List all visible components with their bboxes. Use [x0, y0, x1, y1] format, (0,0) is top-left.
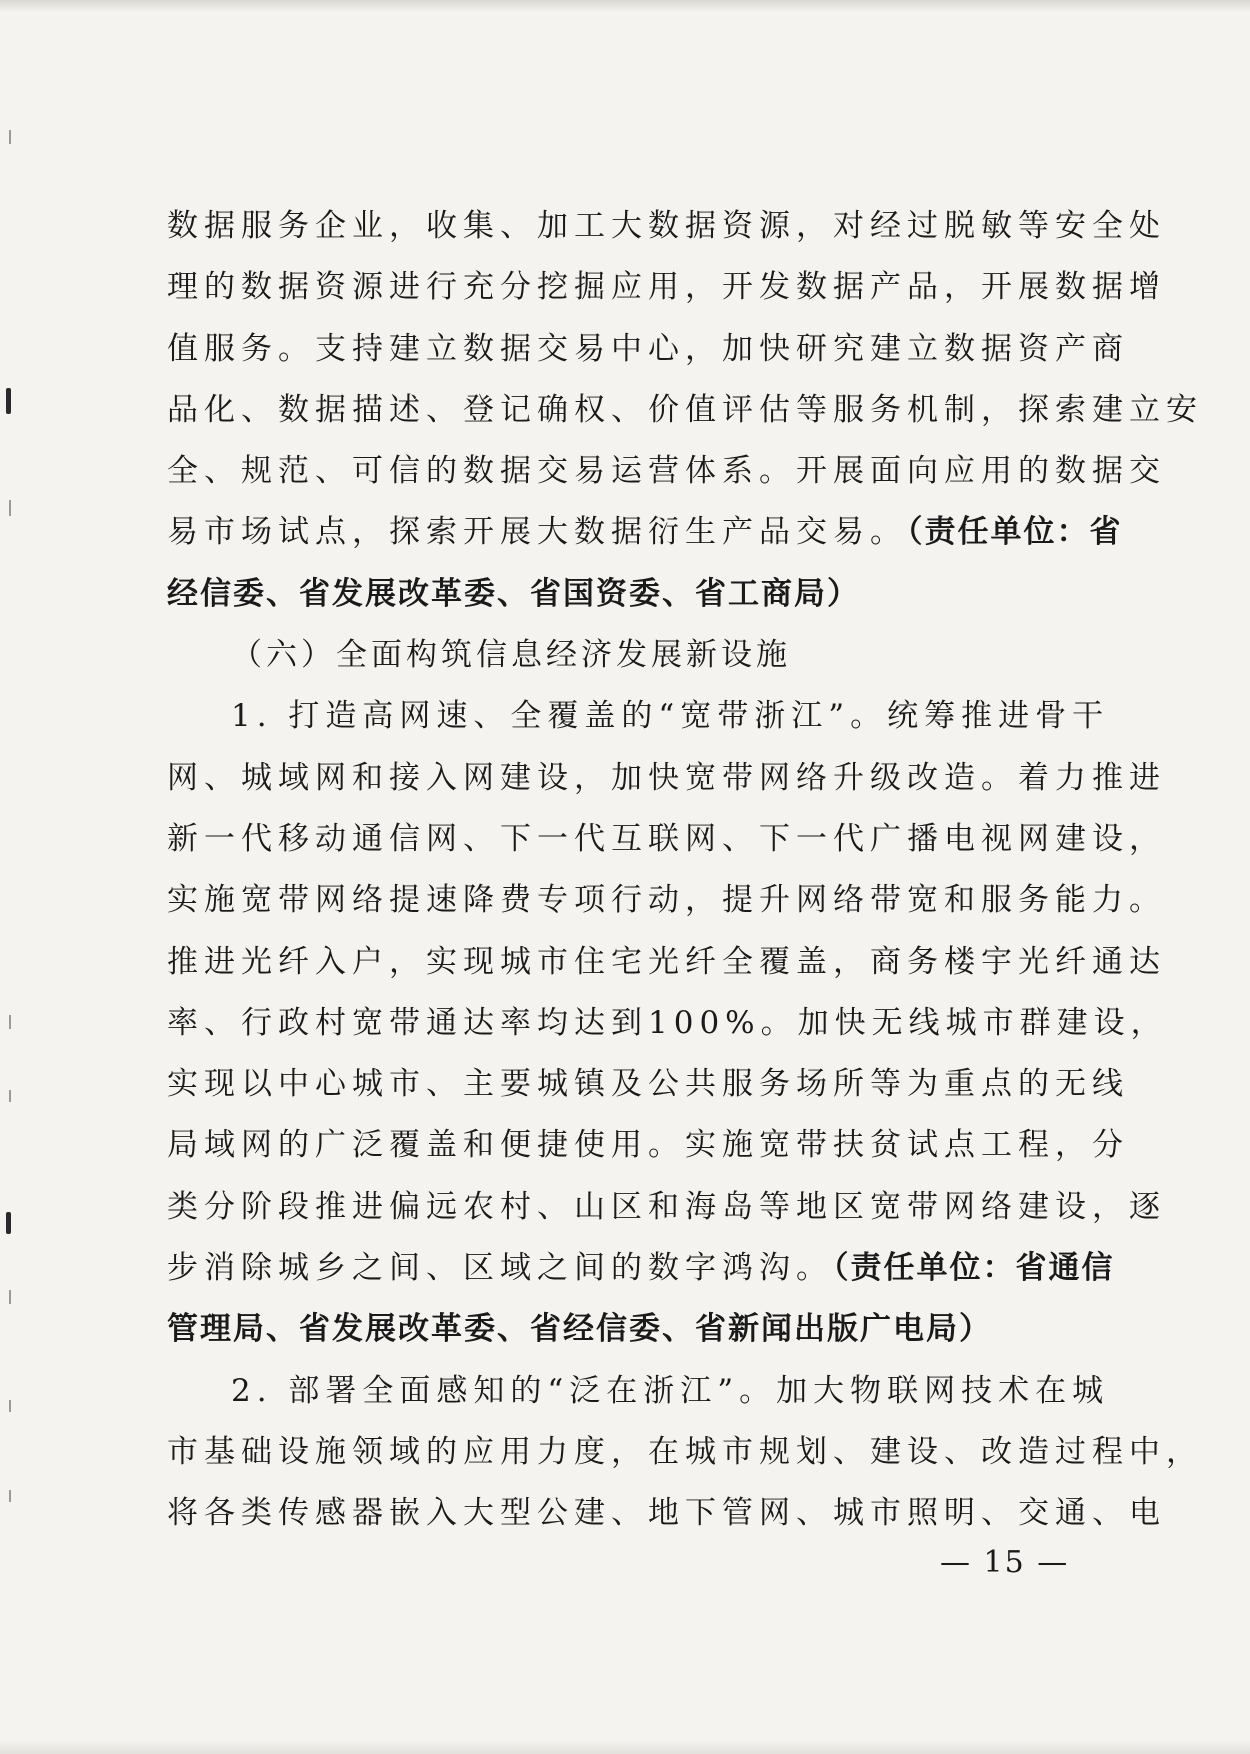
- body-text: 品化、数据描述、登记确权、价值评估等服务机制，探索建立安: [167, 391, 1203, 428]
- binding-mark: [9, 1015, 11, 1029]
- body-text: 局域网的广泛覆盖和便捷使用。实施宽带扶贫试点工程，分: [167, 1127, 1129, 1164]
- text-line: [167, 1483, 1166, 1544]
- body-text: 市基础设施领域的应用力度，在城市规划、建设、改造过程中，: [167, 1433, 1203, 1470]
- text-line: [167, 196, 1166, 257]
- text-line: [167, 932, 1166, 993]
- text-line: [167, 1054, 1129, 1115]
- binding-mark: [9, 1090, 11, 1102]
- text-line: [167, 502, 1123, 563]
- scan-bottom-edge: [0, 1740, 1250, 1754]
- body-text: 数据服务企业，收集、加工大数据资源，对经过脱敏等安全处: [167, 208, 1166, 244]
- text-line: [167, 257, 1166, 318]
- text-line: [167, 870, 1166, 931]
- text-line: [167, 441, 1166, 502]
- binding-mark: [6, 1212, 11, 1234]
- binding-mark: [9, 1400, 11, 1412]
- text-line: [167, 564, 1082, 625]
- text-line: [167, 1361, 1110, 1422]
- responsible-units-text: （责任单位：省: [907, 514, 1123, 551]
- body-text: 1. 打造高网速、全覆盖的“宽带浙江”。统筹推进骨干: [231, 698, 1110, 735]
- text-line: [167, 993, 1168, 1054]
- binding-mark: [9, 1490, 11, 1502]
- body-text: 率、行政村宽带通达率均达到100%。加快无线城市群建设，: [167, 1004, 1168, 1041]
- body-text: 推进光纤入户，实现城市住宅光纤全覆盖，商务楼宇光纤通达: [167, 943, 1166, 980]
- body-text: 2. 部署全面感知的“泛在浙江”。加大物联网技术在城: [231, 1372, 1110, 1409]
- body-text: 易市场试点，探索开展大数据衍生产品交易。: [167, 514, 907, 551]
- page-body: [167, 196, 1203, 1545]
- scan-top-edge: [0, 0, 1250, 12]
- text-line: [167, 809, 1166, 870]
- body-text: 类分阶段推进偏远农村、山区和海岛等地区宽带网络建设，逐: [167, 1188, 1166, 1225]
- body-text: 全、规范、可信的数据交易运营体系。开展面向应用的数据交: [167, 453, 1166, 490]
- body-text: 新一代移动通信网、下一代互联网、下一代广播电视网建设，: [167, 820, 1166, 857]
- body-text: 网、城域网和接入网建设，加快宽带网络升级改造。着力推进: [167, 759, 1166, 796]
- binding-mark: [6, 388, 11, 414]
- binding-mark: [9, 130, 11, 144]
- text-line: [167, 1422, 1203, 1483]
- body-text: 步消除城乡之间、区域之间的数字鸿沟。: [167, 1250, 833, 1287]
- text-line: [167, 319, 1129, 380]
- body-text: 实施宽带网络提速降费专项行动，提升网络带宽和服务能力。: [167, 882, 1166, 919]
- body-text: （六）全面构筑信息经济发展新设施: [231, 637, 791, 674]
- page-number: — 15 —: [940, 1545, 1070, 1580]
- text-line: [167, 380, 1203, 441]
- body-text: 实现以中心城市、主要城镇及公共服务场所等为重点的无线: [167, 1066, 1129, 1103]
- responsible-units-text: （责任单位：省通信: [833, 1250, 1115, 1287]
- text-line: [167, 1177, 1166, 1238]
- section-heading: [167, 625, 1082, 686]
- binding-mark: [9, 500, 11, 516]
- body-text: 理的数据资源进行充分挖掘应用，开发数据产品，开展数据增: [167, 269, 1166, 306]
- text-line: [167, 686, 1110, 747]
- binding-mark: [9, 1290, 11, 1304]
- responsible-units-text: 经信委、省发展改革委、省国资委、省工商局）: [167, 575, 860, 612]
- text-line: [167, 1115, 1129, 1176]
- body-text: 将各类传感器嵌入大型公建、地下管网、城市照明、交通、电: [167, 1495, 1166, 1532]
- responsible-units-text: 管理局、省发展改革委、省经信委、省新闻出版广电局）: [167, 1311, 992, 1348]
- text-line: [167, 748, 1166, 809]
- body-text: 值服务。支持建立数据交易中心，加快研究建立数据资产商: [167, 330, 1129, 367]
- text-line: [167, 1299, 1082, 1360]
- text-line: [167, 1238, 1115, 1299]
